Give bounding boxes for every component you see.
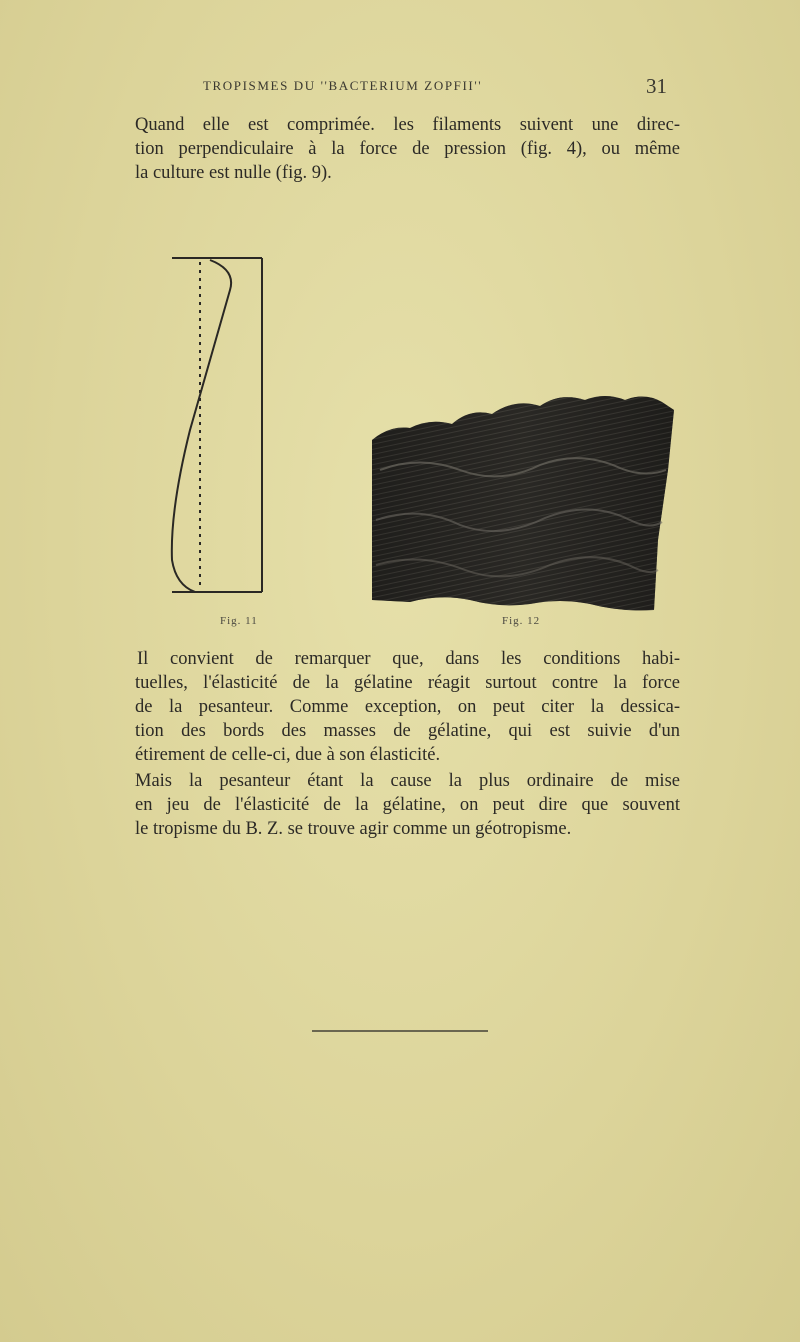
figures-illustration (0, 0, 800, 640)
paragraph-line: étirement de celle-ci, due à son élasticité. (135, 745, 441, 765)
paragraph-line: le tropisme du B. Z. se trouve agir comme un géotropisme. (135, 819, 572, 839)
paragraph-line: Il convient de remarquer que, dans les conditions habi- (137, 649, 680, 669)
paragraph-line: tion des bords des masses de gélatine, qui est suivie d'un (135, 721, 680, 741)
paragraph-line: Quand elle est comprimée. les filaments suivent une direc- (135, 115, 680, 135)
page-number: 31 (646, 74, 667, 98)
paragraph-2 (135, 647, 680, 767)
paragraph-line: en jeu de l'élasticité de la gélatine, on peut dire que souvent (135, 795, 680, 815)
paragraph-line: tuelles, l'élasticité de la gélatine réagit surtout contre la force (135, 673, 680, 693)
running-title: TROPISMES DU ''BACTERIUM ZOPFII'' (203, 78, 483, 93)
paragraph-line: tion perpendiculaire à la force de pression (fig. 4), ou même (135, 139, 680, 159)
end-rule (312, 1030, 488, 1032)
figure-11-tube-diagram (172, 258, 262, 592)
paragraph-line: de la pesanteur. Comme exception, on peut citer la dessica- (135, 697, 680, 717)
figure-11-caption: Fig. 11 (220, 615, 258, 627)
figure-12-caption: Fig. 12 (502, 615, 541, 627)
figure-12-culture-photo (372, 396, 674, 610)
paragraph-line: Mais la pesanteur étant la cause la plus ordinaire de mise (135, 771, 680, 791)
paragraph-3 (135, 769, 680, 841)
paragraph-line: la culture est nulle (fig. 9). (135, 163, 332, 183)
